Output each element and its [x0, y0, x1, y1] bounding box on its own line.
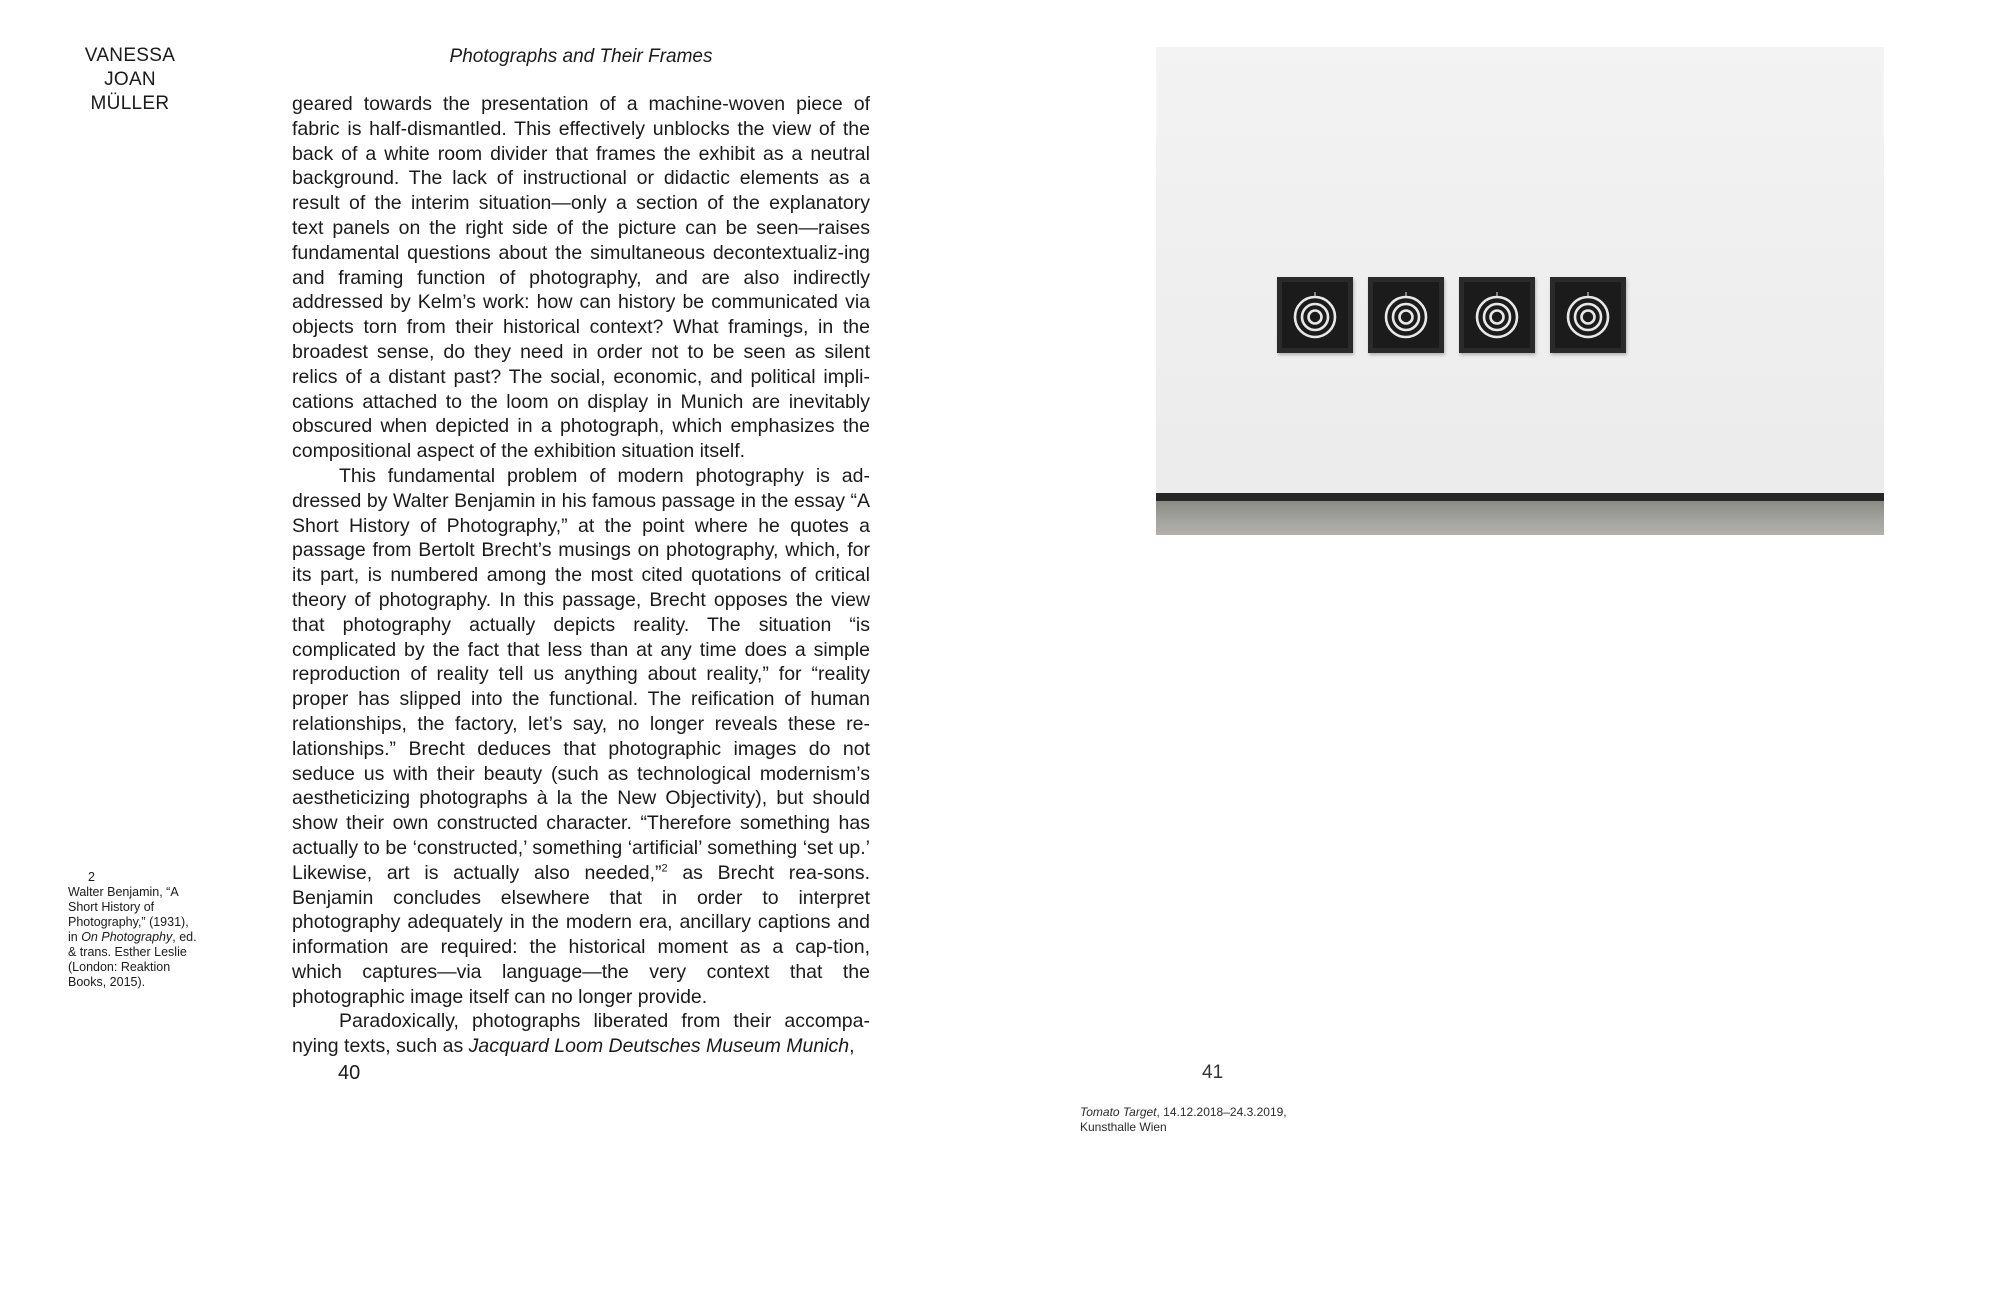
- footnote-text: Walter Benjamin, “A Short History of Photography,” (1931), in On Photography, ed. & trans. Esther Leslie (London: Reaktion Books, 2015).: [68, 885, 197, 989]
- author-name: [60, 44, 200, 116]
- page-number-right: 41: [1202, 1062, 1224, 1083]
- framed-target-photo: [1459, 277, 1535, 353]
- author-line: JOAN: [104, 69, 156, 90]
- framed-target-photo: [1277, 277, 1353, 353]
- body-paragraph: This fundamental problem of modern photography is ad-dressed by Walter Benjamin in his famous passage in the essay “A Short History of Photography,” at the point where he quotes a passage from Bertolt Brecht’s musings on photography, which, for its part, is numbered among the most cited quotations of critical theory of photography. In this passage, Brecht opposes the view that photography actually depicts reality. The situation “is complicated by the fact that less than at any time does a simple reproduction of reality tell us anything about reality,” for “reality proper has slipped into the functional. The reification of human relationships, the factory, let’s say, no longer reveals these re-lationships.” Brecht deduces that photographic images do not seduce us with their beauty (such as technological modernism’s aestheticizing photographs à la the New Objectivity), but should show their own constructed character. “Therefore something has actually to be ‘constructed,’ something ‘artificial’ something ‘set up.’ Likewise, art is actually also needed,”$^2$ as Brecht rea-sons. Benjamin concludes elsewhere that in order to interpret photography adequately in the modern era, ancillary captions and information are required: the historical moment as a cap-tion, which captures—via language—the very context that the photographic image itself can no longer provide.: [292, 464, 870, 1008]
- target-icon: [1563, 290, 1613, 340]
- caption-details: , 14.12.2018–24.3.2019,: [1156, 1105, 1287, 1119]
- footnote: [68, 870, 200, 990]
- running-title: Photographs and Their Frames: [449, 46, 713, 67]
- body-text: [292, 92, 870, 1059]
- exhibition-photo: [1156, 47, 1884, 535]
- photo-caption: [1080, 1105, 1340, 1135]
- target-icon: [1381, 290, 1431, 340]
- page-number-left: 40: [338, 1062, 361, 1084]
- author-line: VANESSA: [84, 45, 176, 66]
- caption-title: Tomato Target: [1080, 1105, 1157, 1119]
- framed-target-photo: [1550, 277, 1626, 353]
- footnote-number: 2: [88, 870, 95, 884]
- wall-baseboard: [1156, 493, 1884, 501]
- body-paragraph: geared towards the presentation of a machine-woven piece of fabric is half-dismantled. This effectively unblocks the view of the back of a white room divider that frames the exhibit as a neutral background. The lack of instructional or didactic elements as a result of the interim situation—only a section of the explanatory text panels on the right side of the picture can be seen—raises fundamental questions about the simultaneous decontextualiz-ing and framing function of photography, and are also indirectly addressed by Kelm’s work: how can history be communicated via objects torn from their historical context? What framings, in the broadest sense, do they need in order not to be seen as silent relics of a distant past? The social, economic, and political impli-cations attached to the loom on display in Munich are inevitably obscured when depicted in a photograph, which emphasizes the compositional aspect of the exhibition situation itself.: [292, 93, 870, 463]
- framed-target-photo: [1368, 277, 1444, 353]
- author-line: MÜLLER: [90, 93, 170, 114]
- body-paragraph: Paradoxically, photographs liberated from their accompa-nying texts, such as Jacquard Loom Deutsches Museum Munich,: [292, 1010, 870, 1058]
- target-icon: [1290, 290, 1340, 340]
- caption-venue: Kunsthalle Wien: [1080, 1120, 1167, 1134]
- footnote-reference: 2: [661, 862, 668, 875]
- target-icon: [1472, 290, 1522, 340]
- gallery-floor: [1156, 501, 1884, 535]
